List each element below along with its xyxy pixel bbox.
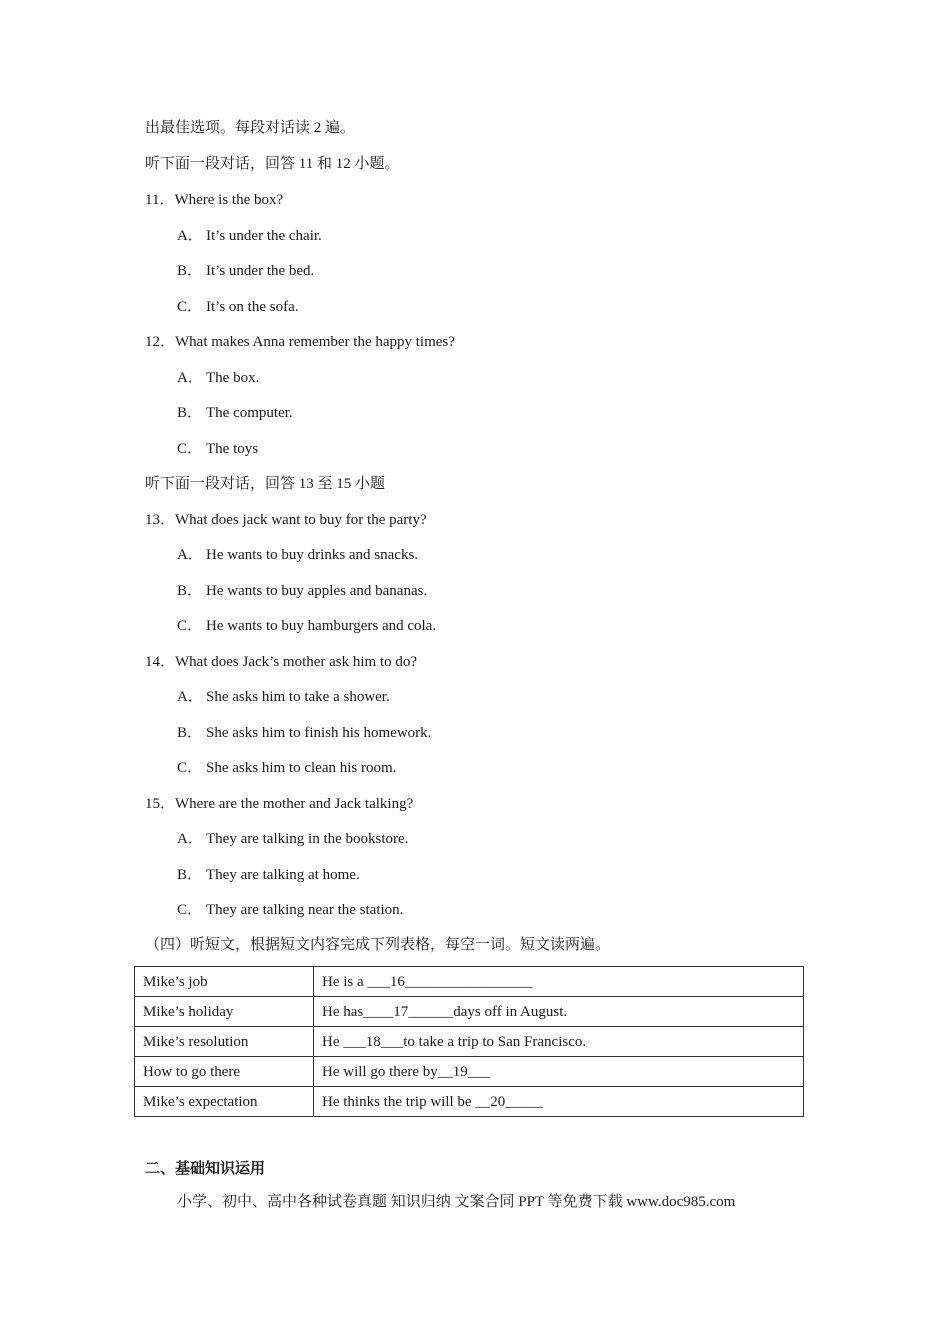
- question-text: Where are the mother and Jack talking?: [175, 796, 414, 812]
- table-row: [135, 967, 804, 997]
- option-letter: C．: [177, 902, 203, 918]
- q15-option-b: [177, 865, 360, 885]
- option-text: It’s on the sofa.: [206, 299, 299, 315]
- option-letter: A．: [177, 547, 203, 563]
- question-11: [145, 190, 283, 210]
- option-letter: A．: [177, 831, 203, 847]
- q14-option-c: [177, 758, 396, 778]
- question-15: [145, 794, 413, 814]
- q15-option-a: [177, 829, 408, 849]
- row-value: He will go there by__19___: [314, 1057, 804, 1087]
- option-letter: A．: [177, 228, 203, 244]
- option-letter: B．: [177, 583, 203, 599]
- q12-option-a: [177, 368, 259, 388]
- option-letter: B．: [177, 263, 203, 279]
- option-text: They are talking at home.: [206, 867, 360, 883]
- question-text: Where is the box?: [174, 192, 284, 208]
- row-value: He has____17______days off in August.: [314, 997, 804, 1027]
- option-letter: B．: [177, 725, 203, 741]
- row-label: Mike’s holiday: [135, 997, 314, 1027]
- row-label: Mike’s job: [135, 967, 314, 997]
- option-text: They are talking near the station.: [206, 902, 404, 918]
- q14-option-b: [177, 723, 431, 743]
- option-text: It’s under the chair.: [206, 228, 322, 244]
- option-text: They are talking in the bookstore.: [206, 831, 409, 847]
- option-text: She asks him to finish his homework.: [206, 725, 432, 741]
- question-14: [145, 652, 417, 672]
- intro-line: 出最佳选项。每段对话读 2 遍。: [145, 120, 356, 136]
- option-text: The computer.: [206, 405, 293, 421]
- table-row: [135, 1057, 804, 1087]
- q11-option-b: [177, 261, 314, 281]
- q12-option-c: [177, 439, 258, 459]
- question-13: [145, 510, 427, 530]
- q13-option-b: [177, 581, 427, 601]
- option-letter: C．: [177, 441, 203, 457]
- option-letter: B．: [177, 405, 203, 421]
- q14-option-a: [177, 687, 390, 707]
- option-letter: B．: [177, 867, 203, 883]
- question-number: 12．: [145, 334, 176, 350]
- question-12: [145, 332, 455, 352]
- option-text: She asks him to clean his room.: [206, 760, 397, 776]
- table-row: [135, 997, 804, 1027]
- answer-table: [134, 966, 804, 1117]
- row-value: He ___18___to take a trip to San Francisco.: [314, 1027, 804, 1057]
- option-letter: A．: [177, 689, 203, 705]
- section-title: 二、基础知识运用: [145, 1161, 266, 1177]
- question-text: What does jack want to buy for the party?: [175, 512, 427, 528]
- option-text: She asks him to take a shower.: [206, 689, 390, 705]
- q11-option-c: [177, 297, 298, 317]
- question-number: 11．: [145, 192, 175, 208]
- option-letter: A．: [177, 370, 203, 386]
- option-text: The box.: [206, 370, 260, 386]
- q15-option-c: [177, 900, 403, 920]
- q11-option-a: [177, 226, 322, 246]
- question-text: What makes Anna remember the happy times?: [175, 334, 455, 350]
- question-number: 13．: [145, 512, 176, 528]
- q13-option-c: [177, 616, 436, 636]
- option-letter: C．: [177, 299, 203, 315]
- table-row: [135, 1087, 804, 1117]
- option-text: He wants to buy drinks and snacks.: [206, 547, 419, 563]
- part4-instruction: （四）听短文，根据短文内容完成下列表格，每空一词。短文读两遍。: [145, 937, 611, 953]
- question-text: What does Jack’s mother ask him to do?: [175, 654, 418, 670]
- footer-text: 小学、初中、高中各种试卷真题 知识归纳 文案合同 PPT 等免费下载 www.doc985.com: [177, 1194, 736, 1210]
- row-label: Mike’s resolution: [135, 1027, 314, 1057]
- option-text: He wants to buy apples and bananas.: [206, 583, 428, 599]
- row-value: He is a ___16_________________: [314, 967, 804, 997]
- dialog2-instruction: 听下面一段对话，回答 13 至 15 小题: [145, 476, 386, 492]
- q13-option-a: [177, 545, 418, 565]
- option-letter: C．: [177, 618, 203, 634]
- table-row: [135, 1027, 804, 1057]
- dialog1-instruction: 听下面一段对话，回答 11 和 12 小题。: [145, 156, 400, 172]
- question-number: 14．: [145, 654, 176, 670]
- question-number: 15．: [145, 796, 176, 812]
- row-label: Mike’s expectation: [135, 1087, 314, 1117]
- row-label: How to go there: [135, 1057, 314, 1087]
- option-letter: C．: [177, 760, 203, 776]
- option-text: He wants to buy hamburgers and cola.: [206, 618, 437, 634]
- row-value: He thinks the trip will be __20_____: [314, 1087, 804, 1117]
- q12-option-b: [177, 403, 293, 423]
- option-text: It’s under the bed.: [206, 263, 315, 279]
- option-text: The toys: [206, 441, 259, 457]
